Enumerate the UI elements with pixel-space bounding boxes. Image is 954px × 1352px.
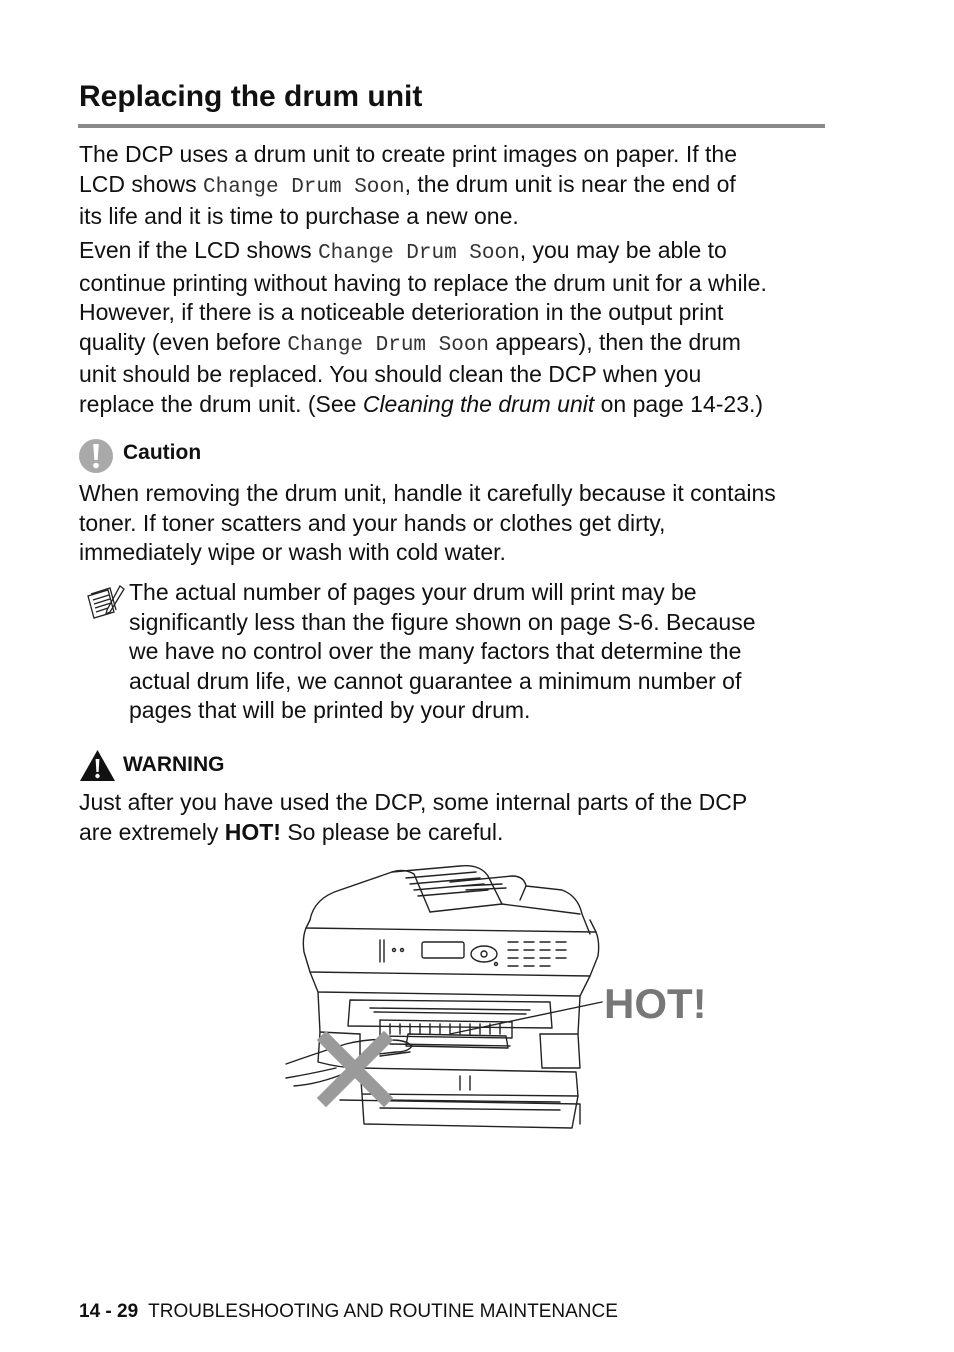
text-line: The DCP uses a drum unit to create print images on paper. If the bbox=[79, 141, 737, 167]
page-number: 14 - 29 bbox=[79, 1301, 139, 1322]
text-line: Even if the LCD shows Change Drum Soon, you may be able to bbox=[79, 237, 727, 265]
page-footer bbox=[79, 1301, 618, 1323]
lcd-message: Change Drum Soon bbox=[202, 175, 405, 199]
text-line: quality (even before Change Drum Soon appears), then the drum bbox=[79, 328, 741, 357]
text-line: are extremely HOT! So please be careful. bbox=[79, 818, 504, 845]
lcd-message: Change Drum Soon bbox=[318, 242, 520, 265]
warning-text: Just after you have used the DCP, some internal parts of the DCP are extremely HOT! So please be careful. bbox=[79, 788, 839, 847]
hot-callout: HOT! bbox=[604, 980, 707, 1027]
paragraph-drum-overview bbox=[79, 140, 839, 232]
cross-reference: Cleaning the drum unit bbox=[362, 390, 595, 417]
caution-label: Caution bbox=[123, 441, 202, 464]
text-line: continue printing without having to replace the drum unit for a while. bbox=[79, 269, 767, 296]
warning-label: WARNING bbox=[123, 753, 225, 776]
text-line: its life and it is time to purchase a new one. bbox=[79, 203, 519, 229]
note-pencil-icon bbox=[84, 584, 126, 624]
text-line: LCD shows Change Drum Soon, the drum unit is near the end of bbox=[79, 170, 736, 199]
section-title: TROUBLESHOOTING AND ROUTINE MAINTENANCE bbox=[148, 1301, 618, 1322]
hot-emphasis: HOT! bbox=[224, 818, 281, 845]
warning-triangle-icon bbox=[79, 749, 116, 782]
note-text: The actual number of pages your drum will print may be significantly less than the figure shown on page S-6. Because we have no control over the many factors that determine the actual drum life, we cannot guarantee a minimum number of pages that will be printed by your drum. bbox=[129, 579, 756, 723]
paragraph-replace-guidance bbox=[79, 236, 839, 419]
text-line: replace the drum unit. (See Cleaning the drum unit on page 14-23.) bbox=[79, 390, 764, 417]
title-rule bbox=[78, 124, 825, 128]
lcd-message: Change Drum Soon bbox=[287, 333, 490, 357]
text-line: unit should be replaced. You should clean the DCP when you bbox=[79, 361, 702, 387]
page-title: Replacing the drum unit bbox=[79, 80, 423, 113]
printer-hot-illustration bbox=[280, 862, 720, 1137]
caution-text: When removing the drum unit, handle it carefully because it contains toner. If toner scatters and your hands or clothes get dirty, immediately wipe or wash with cold water. bbox=[79, 480, 776, 565]
text-line: However, if there is a noticeable deterioration in the output print bbox=[79, 299, 724, 325]
exclamation-circle-icon bbox=[78, 438, 114, 474]
